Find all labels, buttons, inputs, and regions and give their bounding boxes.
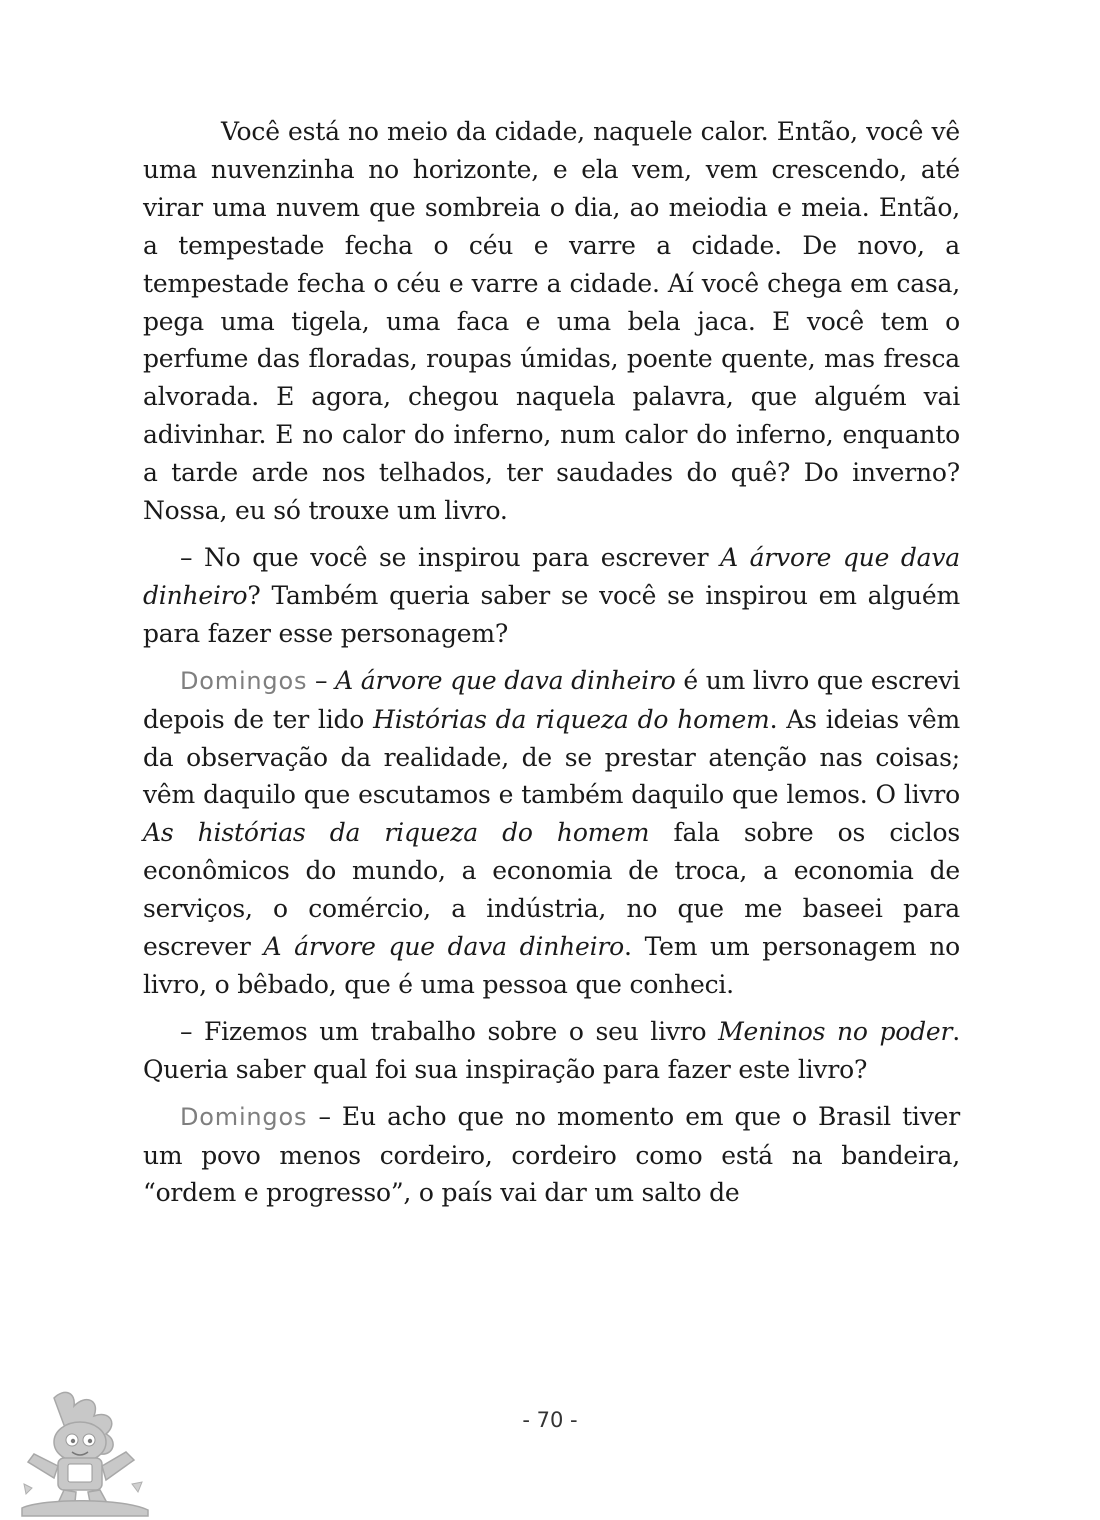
book-title: Meninos no poder bbox=[718, 1016, 953, 1046]
answer-text: fala sobre os ciclos econômicos do mundo, a economia de troca, a economia de serviços, o comércio, a indústria, no que me baseei para escrever bbox=[143, 818, 960, 962]
question-text: ? Também queria saber se você se inspirou em alguém para fazer esse personagem? bbox=[143, 580, 960, 648]
book-title: Histórias da riqueza do homem bbox=[373, 704, 770, 734]
book-title: A árvore que dava dinheiro bbox=[143, 542, 960, 610]
book-title: A árvore que dava dinheiro bbox=[263, 932, 625, 962]
question-text: – Fizemos um trabalho sobre o seu livro bbox=[180, 1016, 719, 1046]
page-number: - 70 - bbox=[522, 1408, 578, 1432]
speaker-label: Domingos bbox=[180, 1102, 308, 1131]
answer-text: – bbox=[307, 665, 336, 695]
question-text: – No que você se inspirou para escrever bbox=[180, 542, 721, 572]
body-text bbox=[143, 113, 960, 1212]
paragraph-3 bbox=[143, 662, 960, 1004]
answer-text: – Eu acho que no momento em que o Brasil tiver um povo menos cordeiro, cordeiro como está na bandeira, “ordem e progresso”, o país vai dar um salto de bbox=[143, 1101, 960, 1208]
book-title: A árvore que dava dinheiro bbox=[335, 665, 676, 695]
answer-text: é um livro que escrevi depois de ter lido bbox=[143, 665, 961, 734]
question-text: . Queria saber qual foi sua inspiração para fazer este livro? bbox=[143, 1016, 960, 1084]
paragraph-text: Você está no meio da cidade, naquele calor. Então, você vê uma nuvenzinha no horizonte, e ela vem, vem crescendo, até virar uma nuvem que sombreia o dia, ao meiodia e meia. Então, a tempestade fecha o céu e varre a cidade. De novo, a tempestade fecha o céu e varre a cidade. Aí você chega em casa, pega uma tigela, uma faca e uma bela jaca. E você tem o perfume das floradas, roupas úmidas, poente quente, mas fresca alvorada. E agora, chegou naquela palavra, que alguém vai adivinhar. E no calor do inferno, num calor do inferno, enquanto a tarde arde nos telhados, ter saudades do quê? Do inverno? Nossa, eu só trouxe um livro. bbox=[143, 117, 960, 526]
book-title: As histórias da riqueza do homem bbox=[143, 818, 650, 848]
paragraph-1 bbox=[143, 113, 960, 530]
paragraph-4 bbox=[143, 1013, 960, 1089]
answer-text: . Tem um personagem no livro, o bêbado, que é uma pessoa que conheci. bbox=[143, 932, 961, 999]
paragraph-2 bbox=[143, 539, 960, 653]
answer-text: . As ideias vêm da observação da realidade, de se prestar atenção nas coisas; vêm daquilo que escutamos e também daquilo que lemos. O livro bbox=[143, 704, 960, 810]
paragraph-5 bbox=[143, 1098, 960, 1213]
speaker-label: Domingos bbox=[180, 666, 308, 695]
